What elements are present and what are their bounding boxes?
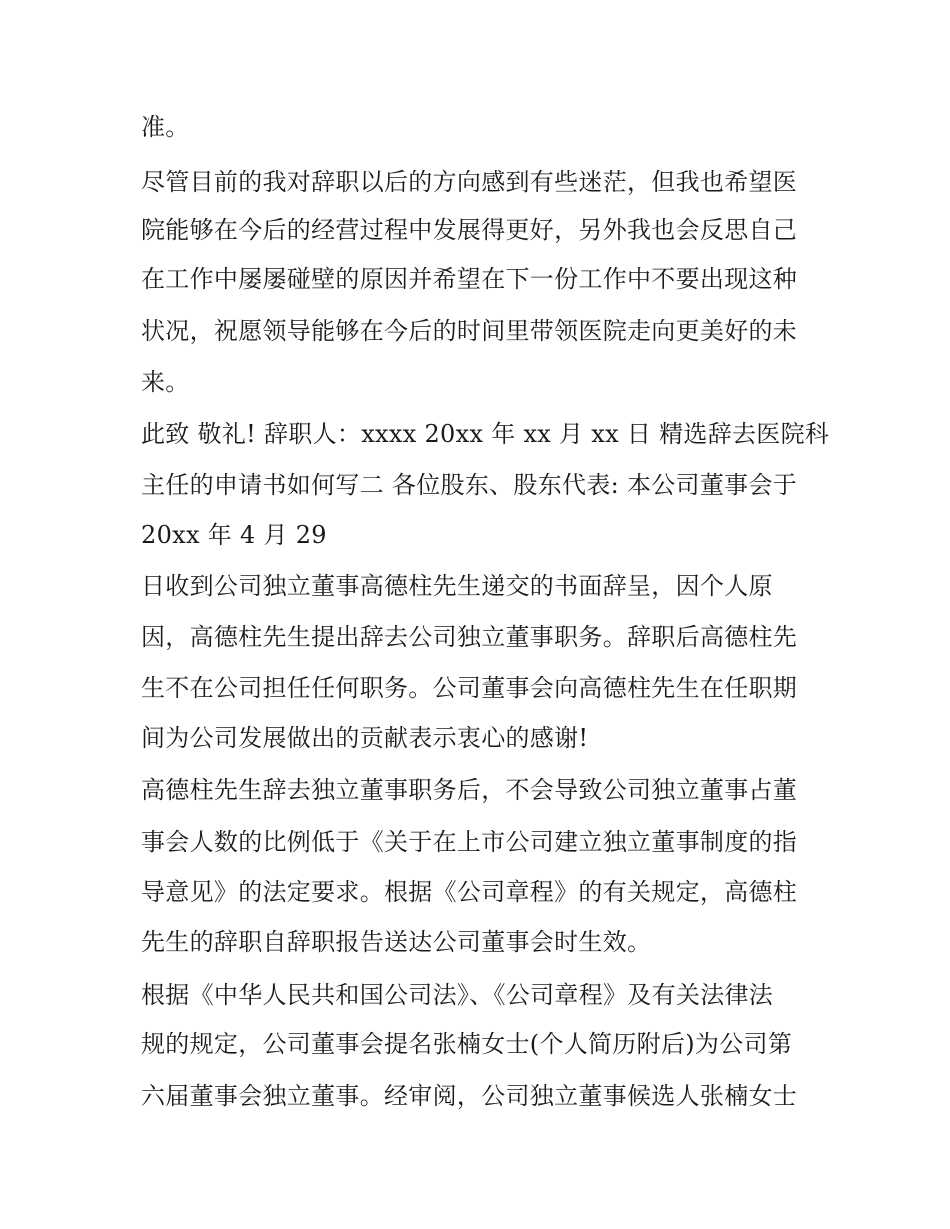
text-line: 准。 bbox=[141, 113, 190, 141]
text-line: 先生的辞职自辞职报告送达公司董事会时生效。 bbox=[141, 928, 652, 956]
text-line: 院能够在今后的经营过程中发展得更好，另外我也会反思自己 bbox=[141, 216, 798, 244]
text-line: 规的规定，公司董事会提名张楠女士(个人简历附后)为公司第 bbox=[141, 1030, 793, 1058]
text-line: 20xx 年 4 月 29 bbox=[141, 521, 327, 549]
text-line: 事会人数的比例低于《关于在上市公司建立独立董事制度的指 bbox=[141, 828, 798, 856]
text-line: 尽管目前的我对辞职以后的方向感到有些迷茫，但我也希望医 bbox=[141, 168, 798, 196]
text-line: 六届董事会独立董事。经审阅，公司独立董事候选人张楠女士 bbox=[141, 1082, 798, 1110]
text-line: 此致 敬礼! 辞职人：xxxx 20xx 年 xx 月 xx 日 精选辞去医院科 bbox=[141, 420, 830, 448]
text-line: 间为公司发展做出的贡献表示衷心的感谢! bbox=[141, 724, 589, 752]
text-line: 根据《中华人民共和国公司法》、《公司章程》及有关法律法 bbox=[141, 981, 774, 1009]
text-line: 来。 bbox=[141, 368, 190, 396]
text-line: 因，高德柱先生提出辞去公司独立董事职务。辞职后高德柱先 bbox=[141, 623, 798, 651]
text-line: 高德柱先生辞去独立董事职务后，不会导致公司独立董事占董 bbox=[141, 776, 798, 804]
text-line: 主任的申请书如何写二 各位股东、股东代表: 本公司董事会于 bbox=[141, 471, 798, 499]
text-line: 生不在公司担任任何职务。公司董事会向高德柱先生在任职期 bbox=[141, 674, 798, 702]
text-line: 状况，祝愿领导能够在今后的时间里带领医院走向更美好的未 bbox=[141, 317, 798, 345]
text-line: 在工作中屡屡碰壁的原因并希望在下一份工作中不要出现这种 bbox=[141, 265, 798, 293]
text-line: 导意见》的法定要求。根据《公司章程》的有关规定，高德柱 bbox=[141, 878, 798, 906]
text-line: 日收到公司独立董事高德柱先生递交的书面辞呈，因个人原 bbox=[141, 572, 773, 600]
